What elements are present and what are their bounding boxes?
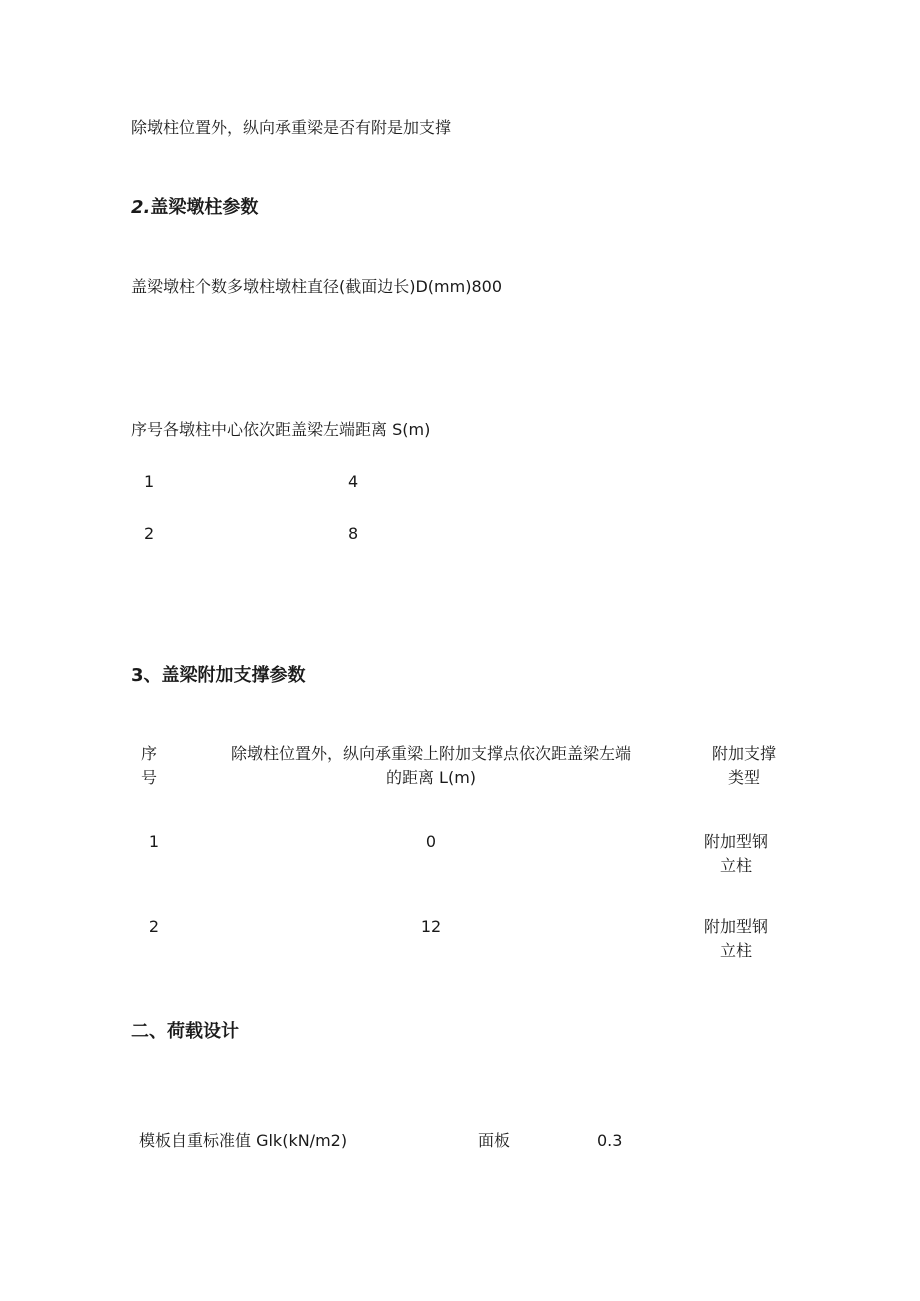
chapter-2-heading: 二、荷载设计 [131, 1021, 239, 1042]
load-item: 面板 [478, 1131, 511, 1150]
section-2-title: 盖梁墩柱参数 [150, 197, 259, 218]
support-row-2-distance: 12 [420, 917, 442, 936]
support-row-1-distance: 0 [425, 832, 437, 851]
support-header-distance-line-1: 除墩柱位置外，纵向承重梁上附加支撑点依次距盖梁左端 [230, 744, 631, 763]
support-header-distance [190, 742, 672, 790]
pier-parameter-line: 盖梁墩柱个数多墩柱墩柱直径(截面边长)D(mm)800 [131, 277, 503, 296]
pier-table-header: 序号各墩柱中心依次距盖梁左端距离 S(m) [131, 420, 431, 439]
support-row-2-type-line-2: 立柱 [719, 941, 752, 960]
support-header-index-line-2: 号 [140, 768, 157, 787]
support-header-type [700, 742, 788, 790]
pier-row-1-index: 1 [144, 472, 155, 491]
pier-row-2-distance: 8 [348, 524, 359, 543]
support-row-2-index: 2 [148, 917, 160, 936]
extra-support-question: 除墩柱位置外，纵向承重梁是否有附是加支撑 [131, 118, 452, 137]
support-header-type-line-1: 附加支撑 [711, 744, 776, 763]
section-2-number: 2. [131, 197, 151, 218]
support-row-2-type [700, 915, 772, 963]
section-2-heading [131, 196, 258, 219]
support-header-type-line-2: 类型 [727, 768, 760, 787]
support-row-2-type-line-1: 附加型钢 [703, 917, 768, 936]
support-header-index-line-1: 序 [140, 744, 157, 763]
pier-row-1-distance: 4 [348, 472, 359, 491]
load-label: 模板自重标准值 Glk(kN/m2) [139, 1131, 348, 1150]
support-row-1-type [700, 830, 772, 878]
support-header-index [130, 742, 168, 790]
support-row-1-index: 1 [148, 832, 160, 851]
support-row-1-type-line-1: 附加型钢 [703, 832, 768, 851]
section-3-heading: 3、盖梁附加支撑参数 [131, 665, 306, 686]
support-row-1-type-line-2: 立柱 [719, 856, 752, 875]
pier-row-2-index: 2 [144, 524, 155, 543]
support-header-distance-line-2: 的距离 L(m) [385, 768, 477, 787]
load-value: 0.3 [597, 1131, 623, 1150]
